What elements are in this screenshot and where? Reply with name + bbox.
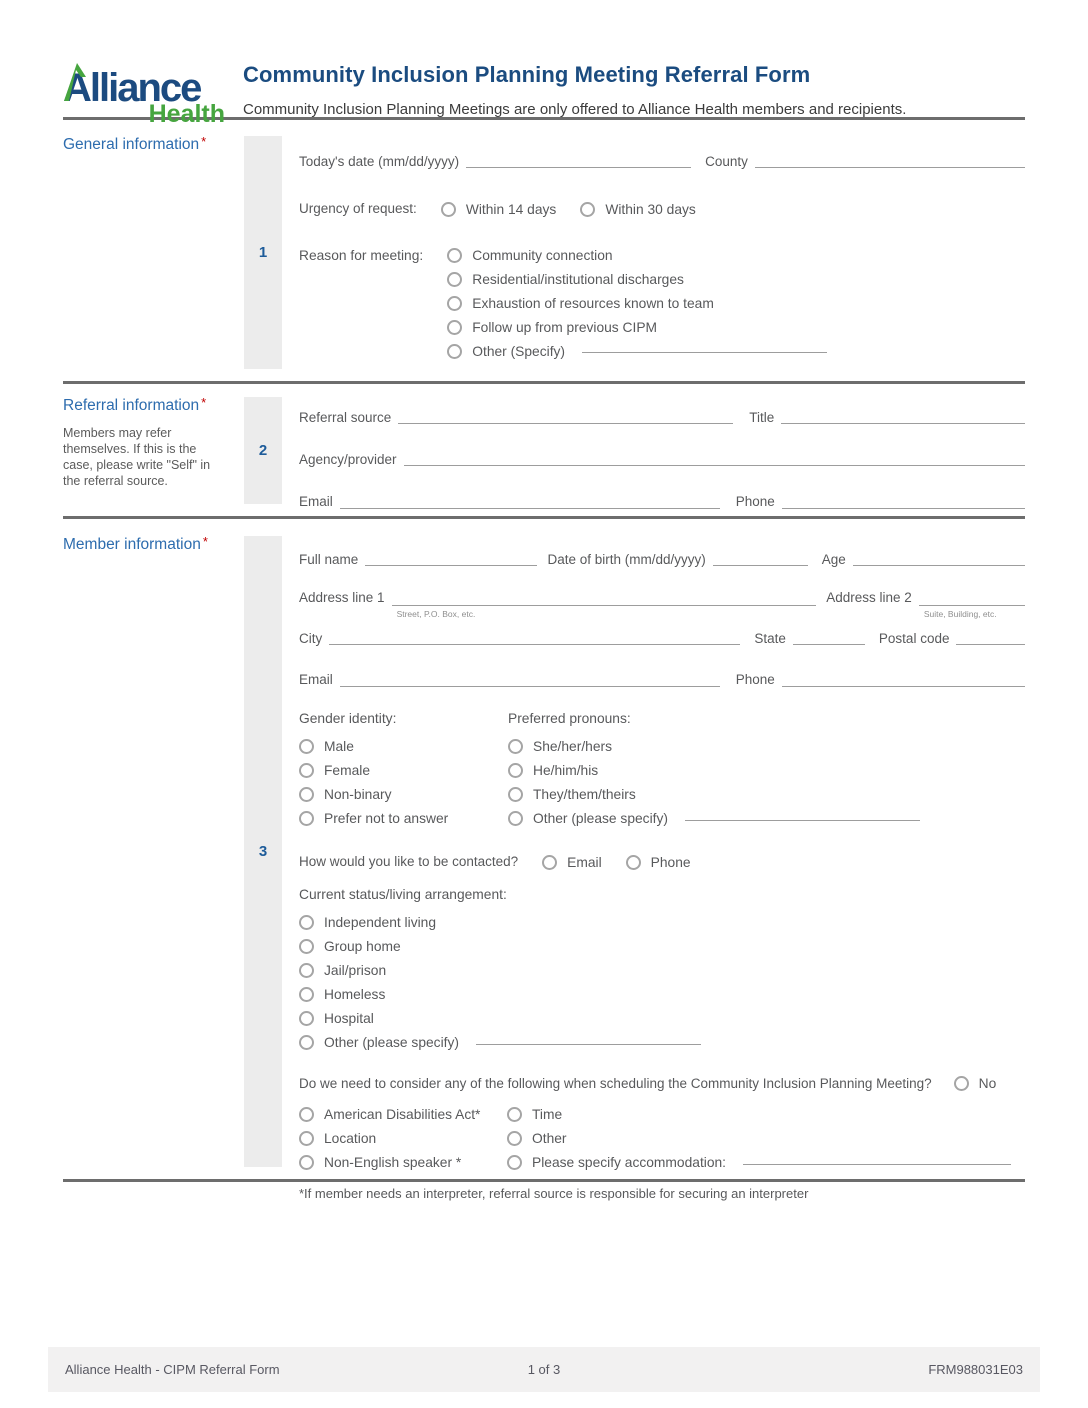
radio-icon[interactable] — [447, 320, 462, 335]
option-label: Follow up from previous CIPM — [472, 319, 658, 335]
option-label: Residential/institutional discharges — [472, 271, 684, 287]
referral-email-field[interactable] — [340, 501, 720, 509]
radio-icon[interactable] — [507, 1131, 522, 1146]
member-email-field[interactable] — [340, 679, 720, 687]
member-email-label: Email — [299, 672, 333, 688]
option-label: Female — [324, 763, 371, 779]
reason-option-exhaustion-of-resources[interactable] — [447, 291, 1025, 315]
pronoun-option-they[interactable] — [508, 783, 1025, 807]
accommodation-field[interactable] — [743, 1157, 1011, 1165]
option-label: Non-English speaker * — [324, 1155, 462, 1171]
city-field[interactable] — [329, 637, 740, 645]
consideration-option-non-english-speaker[interactable] — [299, 1151, 507, 1175]
option-label: Other (Specify) — [472, 343, 566, 359]
radio-icon[interactable] — [299, 915, 314, 930]
age-label: Age — [821, 552, 846, 567]
page-subtitle: Community Inclusion Planning Meetings are only offered to Alliance Health members and recipients. — [243, 101, 907, 118]
section-number-bar — [244, 536, 282, 1167]
section-referral-information — [63, 381, 1025, 516]
address-line2-hint: Suite, Building, etc. — [923, 609, 997, 620]
referral-source-field[interactable] — [398, 416, 733, 424]
address-line1-label: Address line 1 — [299, 590, 385, 606]
referral-title-field[interactable] — [781, 416, 1025, 424]
option-label: Independent living — [324, 915, 436, 931]
radio-icon[interactable] — [299, 963, 314, 978]
contact-method-label: How would you like to be contacted? — [299, 854, 519, 870]
radio-icon[interactable] — [299, 739, 314, 754]
option-label: Other — [532, 1131, 567, 1147]
state-field[interactable] — [793, 637, 865, 645]
reason-option-community-connection[interactable] — [447, 243, 1025, 267]
radio-icon[interactable] — [626, 855, 641, 870]
radio-icon[interactable] — [508, 739, 523, 754]
section-title-member — [63, 536, 218, 554]
section-number: 3 — [258, 843, 268, 860]
option-label: Community connection — [472, 247, 613, 263]
section-title-general — [63, 136, 218, 154]
option-label: Within 14 days — [465, 201, 557, 217]
radio-icon[interactable] — [299, 939, 314, 954]
postal-code-field[interactable] — [956, 637, 1025, 645]
option-label: Please specify accommodation: — [532, 1155, 727, 1171]
option-label: Other (please specify) — [533, 811, 668, 827]
status-option-other[interactable] — [299, 1031, 1025, 1055]
todays-date-label: Today's date (mm/dd/yyyy) — [299, 154, 460, 169]
required-asterisk: * — [202, 534, 208, 549]
reason-other-field[interactable] — [582, 345, 827, 353]
option-label: He/him/his — [533, 763, 599, 779]
reason-option-other[interactable] — [447, 339, 1025, 363]
referral-email-label: Email — [299, 494, 333, 510]
radio-icon[interactable] — [441, 202, 456, 217]
address-line1-hint: Street, P.O. Box, etc. — [396, 609, 476, 620]
option-label: Time — [532, 1107, 563, 1123]
page-footer — [48, 1347, 1040, 1392]
radio-icon[interactable] — [508, 787, 523, 802]
referral-phone-field[interactable] — [782, 501, 1025, 509]
gender-option-prefer-not-to-answer[interactable] — [299, 807, 508, 831]
full-name-label: Full name — [299, 552, 359, 567]
consideration-option-other[interactable] — [507, 1127, 1025, 1151]
contact-option-phone[interactable] — [626, 851, 691, 875]
section-number: 2 — [258, 442, 268, 459]
status-option-independent-living[interactable] — [299, 911, 1025, 935]
consideration-option-location[interactable] — [299, 1127, 507, 1151]
urgency-option-30-days[interactable] — [580, 197, 696, 221]
section-title-text: Referral information — [63, 397, 200, 414]
radio-icon[interactable] — [299, 1155, 314, 1170]
radio-icon[interactable] — [299, 787, 314, 802]
agency-provider-field[interactable] — [404, 458, 1025, 466]
age-field[interactable] — [853, 558, 1025, 566]
option-label: Email — [567, 855, 602, 871]
dob-field[interactable] — [713, 558, 808, 566]
alliance-health-logo — [63, 56, 243, 126]
option-label: Jail/prison — [324, 963, 387, 979]
section-title-text: General information — [63, 136, 200, 153]
radio-icon[interactable] — [299, 987, 314, 1002]
option-label: Hospital — [324, 1011, 374, 1027]
radio-icon[interactable] — [507, 1107, 522, 1122]
alliance-health-logo-icon — [63, 56, 225, 126]
considerations-option-no[interactable] — [942, 1072, 997, 1096]
full-name-field[interactable] — [365, 558, 537, 566]
consideration-option-time[interactable] — [507, 1103, 1025, 1127]
option-label: They/them/theirs — [533, 787, 636, 803]
footer-form-code: FRM988031E03 — [928, 1362, 1023, 1377]
pronoun-other-field[interactable] — [685, 813, 920, 821]
required-asterisk: * — [201, 134, 207, 149]
radio-icon[interactable] — [507, 1155, 522, 1170]
county-field[interactable] — [755, 160, 1025, 168]
bottom-divider — [63, 1179, 1025, 1182]
member-phone-field[interactable] — [782, 679, 1025, 687]
radio-icon[interactable] — [447, 248, 462, 263]
section-title-referral — [63, 397, 218, 415]
form-header — [63, 0, 1025, 126]
reason-option-follow-up[interactable] — [447, 315, 1025, 339]
option-label: Within 30 days — [605, 201, 696, 217]
section-number-bar — [244, 397, 282, 504]
option-label: No — [978, 1076, 997, 1092]
radio-icon[interactable] — [580, 202, 595, 217]
address-line2-label: Address line 2 — [826, 590, 912, 606]
state-label: State — [754, 631, 786, 647]
urgency-option-14-days[interactable] — [441, 197, 557, 221]
radio-icon[interactable] — [447, 272, 462, 287]
gender-identity-label: Gender identity: — [299, 710, 397, 726]
radio-icon[interactable] — [447, 344, 462, 359]
radio-icon[interactable] — [542, 855, 557, 870]
city-label: City — [299, 631, 323, 647]
radio-icon[interactable] — [299, 1107, 314, 1122]
option-label: Exhaustion of resources known to team — [472, 295, 714, 311]
member-phone-label: Phone — [735, 672, 775, 688]
required-asterisk: * — [201, 395, 207, 410]
option-label: Prefer not to answer — [324, 811, 449, 827]
postal-code-label: Postal code — [878, 631, 950, 647]
reason-label: Reason for meeting: — [299, 248, 424, 264]
option-label: Location — [324, 1131, 377, 1147]
referral-source-label: Referral source — [299, 410, 392, 425]
interpreter-footnote: *If member needs an interpreter, referral source is responsible for securing an interpreter — [299, 1185, 809, 1201]
logo-alliance-text: Alliance — [63, 66, 201, 110]
radio-icon[interactable] — [447, 296, 462, 311]
footer-form-name: Alliance Health - CIPM Referral Form — [65, 1362, 280, 1377]
contact-option-email[interactable] — [542, 851, 602, 875]
gender-option-male[interactable] — [299, 735, 508, 759]
option-label: Male — [324, 739, 354, 755]
radio-icon[interactable] — [299, 811, 314, 826]
option-label: Phone — [650, 855, 691, 871]
todays-date-field[interactable] — [466, 160, 691, 168]
section-number: 1 — [258, 244, 268, 261]
footer-page-number: 1 of 3 — [527, 1362, 561, 1377]
agency-provider-label: Agency/provider — [299, 452, 397, 468]
gender-option-non-binary[interactable] — [299, 783, 508, 807]
radio-icon[interactable] — [299, 1011, 314, 1026]
consideration-option-specify-accommodation[interactable] — [507, 1151, 1025, 1175]
radio-icon[interactable] — [299, 1035, 314, 1050]
status-option-jail-prison[interactable] — [299, 959, 1025, 983]
scheduling-considerations-question: Do we need to consider any of the following when scheduling the Community Inclusion Planning Meeting? — [299, 1076, 932, 1092]
status-option-group-home[interactable] — [299, 935, 1025, 959]
page-title: Community Inclusion Planning Meeting Referral Form — [243, 62, 811, 87]
consideration-option-ada[interactable] — [299, 1103, 507, 1127]
dob-label: Date of birth (mm/dd/yyyy) — [547, 552, 706, 567]
gender-option-female[interactable] — [299, 759, 508, 783]
living-arrangement-label: Current status/living arrangement: — [299, 886, 507, 902]
status-option-homeless[interactable] — [299, 983, 1025, 1007]
radio-icon[interactable] — [508, 763, 523, 778]
option-label: Group home — [324, 939, 401, 955]
section-title-text: Member information — [63, 536, 201, 553]
urgency-label: Urgency of request: — [299, 201, 417, 217]
preferred-pronouns-label: Preferred pronouns: — [508, 710, 631, 726]
status-option-hospital[interactable] — [299, 1007, 1025, 1031]
option-label: American Disabilities Act* — [324, 1107, 481, 1123]
option-label: She/her/hers — [533, 739, 612, 755]
option-label: Non-binary — [324, 787, 392, 803]
referral-note: Members may refer themselves. If this is the case, please write "Self" in the referral source. — [63, 426, 211, 488]
radio-icon[interactable] — [508, 811, 523, 826]
section-number-bar — [244, 136, 282, 369]
referral-title-label: Title — [749, 410, 775, 425]
option-label: Homeless — [324, 987, 386, 1003]
referral-phone-label: Phone — [735, 494, 775, 510]
pronoun-option-she[interactable] — [508, 735, 1025, 759]
section-general-information — [63, 117, 1025, 381]
radio-icon[interactable] — [299, 763, 314, 778]
address-line2-field[interactable] — [919, 598, 1025, 606]
status-other-field[interactable] — [476, 1037, 701, 1045]
address-line1-field[interactable] — [392, 598, 817, 606]
pronoun-option-other[interactable] — [508, 807, 1025, 831]
section-member-information — [63, 516, 1025, 1201]
reason-option-residential-discharges[interactable] — [447, 267, 1025, 291]
option-label: Other (please specify) — [324, 1035, 459, 1051]
county-label: County — [705, 154, 748, 169]
radio-icon[interactable] — [954, 1076, 969, 1091]
radio-icon[interactable] — [299, 1131, 314, 1146]
pronoun-option-he[interactable] — [508, 759, 1025, 783]
logo-health-text: Health — [148, 100, 225, 126]
